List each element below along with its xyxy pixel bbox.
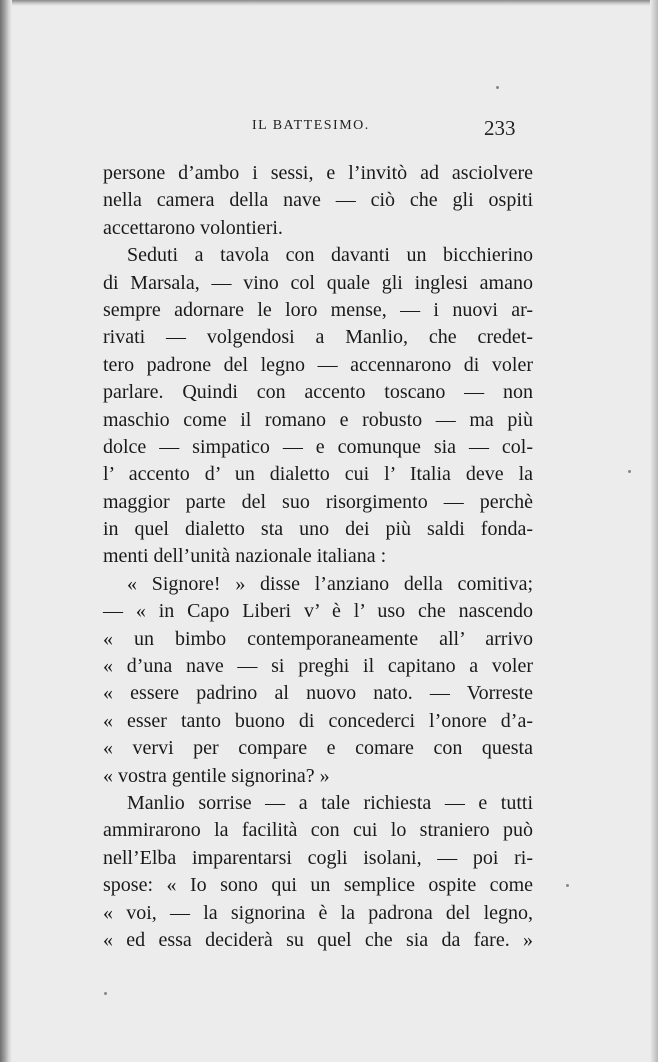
text-line: in quel dialetto sta uno dei più saldi fonda- (103, 518, 533, 541)
text-line: menti dell’unità nazionale italiana : (103, 545, 387, 568)
running-title: IL BATTESIMO. (252, 118, 370, 133)
text-line: maschio come il romano e robusto — ma più (103, 408, 533, 431)
page-top-edge (0, 0, 658, 6)
page-right-edge (650, 0, 658, 1062)
paper-speck (104, 992, 107, 995)
text-line: « ed essa deciderà su quel che sia da fare. » (103, 928, 533, 951)
page-binding-shadow (0, 0, 12, 1062)
page-number: 233 (484, 116, 516, 140)
text-line: tero padrone del legno — accennarono di voler (103, 353, 533, 376)
text-line: Manlio sorrise — a tale richiesta — e tutti (127, 791, 533, 814)
text-line: accettarono volontieri. (103, 216, 283, 239)
text-line: nella camera della nave — ciò che gli ospiti (103, 189, 533, 212)
text-line: « essere padrino al nuovo nato. — Vorreste (103, 682, 533, 705)
text-line: ammirarono la facilità con cui lo straniero può (103, 819, 533, 842)
text-line: « un bimbo contemporaneamente all’ arrivo (103, 627, 533, 650)
text-line: « Signore! » disse l’anziano della comitiva; (127, 572, 533, 595)
body-text (103, 160, 533, 954)
text-line: Seduti a tavola con davanti un bicchierino (127, 244, 533, 267)
text-line: dolce — simpatico — e comunque sia — col- (103, 435, 533, 458)
paper-speck (628, 470, 631, 473)
text-line: di Marsala, — vino col quale gli inglesi amano (103, 271, 533, 294)
text-line: spose: « Io sono qui un semplice ospite come (103, 874, 533, 897)
paper-speck (566, 884, 569, 887)
text-line: « d’una nave — si preghi il capitano a voler (103, 655, 533, 678)
text-line: sempre adornare le loro mense, — i nuovi ar- (103, 298, 533, 321)
text-line: rivati — volgendosi a Manlio, che credet- (103, 326, 533, 349)
text-line: « esser tanto buono di concederci l’onore d’a- (103, 709, 533, 732)
text-line: nell’Elba imparentarsi cogli isolani, — poi ri- (103, 846, 533, 869)
text-line: « vostra gentile signorina? » (103, 764, 330, 787)
text-line: persone d’ambo i sessi, e l’invitò ad asciolvere (103, 162, 533, 184)
text-line: maggior parte del suo risorgimento — perchè (103, 490, 533, 513)
text-line: — « in Capo Liberi v’ è l’ uso che nascendo (103, 600, 533, 623)
text-line: « voi, — la signorina è la padrona del legno, (103, 901, 533, 924)
text-line: « vervi per compare e comare con questa (103, 737, 533, 760)
paper-speck (496, 86, 499, 89)
text-line: l’ accento d’ un dialetto cui l’ Italia deve la (103, 463, 533, 486)
text-line: parlare. Quindi con accento toscano — non (103, 381, 533, 404)
